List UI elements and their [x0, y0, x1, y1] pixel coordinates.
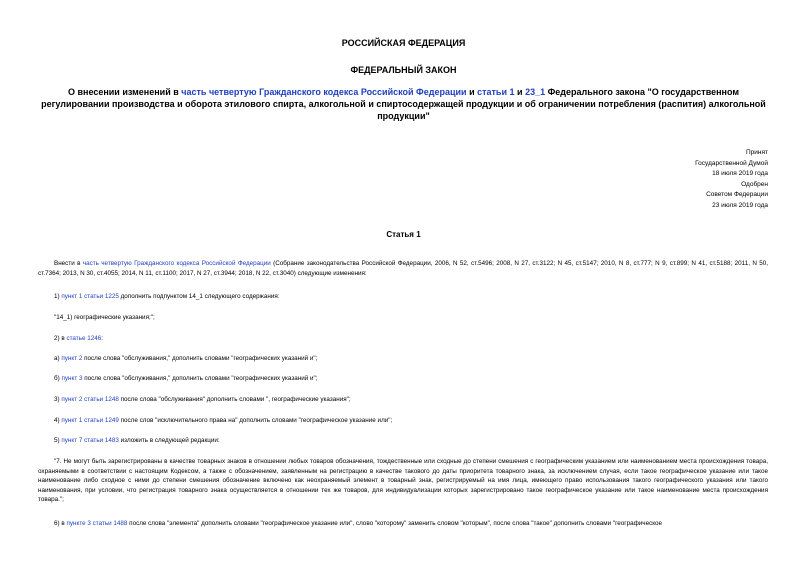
- title-link-civil-code[interactable]: часть четвертую Гражданского кодекса Российской Федерации: [181, 87, 467, 97]
- item-text: после слова "обслуживания" дополнить словами ", географические указания";: [118, 396, 351, 403]
- item-number: 2) в: [54, 335, 67, 342]
- item-text: :: [101, 335, 103, 342]
- item-2: [54, 334, 768, 344]
- item-text: после слова "элемента" дополнить словами "географическое указание или", слово "которому" заменить словом "которым", после слова "такое" дополнить словами "географическое: [127, 520, 663, 527]
- title-text: и: [514, 87, 526, 97]
- adoption-line: Одобрен: [741, 180, 768, 188]
- item-text: после слова "обслуживания," дополнить словами "географических указаний и";: [82, 355, 318, 362]
- item-number: а): [54, 355, 62, 362]
- intro-text: Внести в: [54, 260, 83, 267]
- item-number: 4): [54, 417, 62, 424]
- intro-link-civil-code[interactable]: часть четвертую Гражданского кодекса Российской Федерации: [82, 260, 271, 267]
- item-link[interactable]: пункт 1 статьи 1249: [61, 417, 119, 424]
- doc-type-heading: ФЕДЕРАЛЬНЫЙ ЗАКОН: [350, 65, 457, 75]
- title-text: Федерального закона "О государственном регулировании производства и оборота этилового спирта, алкогольной и спиртосодержащей продукции и об ограничении потребления (распития) алкогольной продукции": [41, 87, 766, 121]
- item-number: 6) в: [54, 520, 67, 527]
- adoption-block: [695, 148, 768, 212]
- adoption-line: Советом Федерации: [706, 191, 768, 199]
- item-5: [54, 436, 768, 446]
- country-heading: РОССИЙСКАЯ ФЕДЕРАЦИЯ: [341, 38, 466, 48]
- item-5-quote: "7. Не могут быть зарегистрированы в качестве товарных знаков в отношении любых товаров обозначения, тождественные или сходные до степени смешения с географическим указанием или наименованием места происхождения товара, охраняемыми в соответствии с настоящим Кодексом, а также с обозначением, заявленным на регистрацию в качестве такового до даты приоритета товарного знака, за исключением случая, если такое географическое указание или такое наименование либо сходное с ними до степени смешения обозначение включено как неохраняемый элемент в товарный знак, регистрируемый на имя лица, имеющего право использования такого географического указания или такого наименования, при условии, что регистрация товарного знака осуществляется в отношении тех же товаров, для индивидуализации которых зарегистрировано такое географическое указание или такое наименование места происхождения товара.";: [38, 458, 768, 503]
- adoption-line: 23 июля 2019 года: [712, 201, 768, 209]
- item-link[interactable]: пункт 2: [61, 355, 83, 362]
- item-text: дополнить подпунктом 14_1 следующего содержания:: [118, 293, 280, 300]
- item-link[interactable]: пункт 3: [61, 375, 83, 382]
- title-text: О внесении изменений в: [67, 87, 182, 97]
- item-text: после слова "обслуживания," дополнить словами "географических указаний и";: [82, 375, 318, 382]
- law-title: [36, 86, 771, 122]
- item-number: 1): [54, 293, 62, 300]
- item-3: [54, 395, 768, 405]
- title-text: и: [466, 87, 478, 97]
- intro-paragraph: [38, 259, 768, 278]
- item-text: после слов "исключительного права на" дополнить словами "географическое указание или";: [118, 417, 393, 424]
- title-link-article-23-1[interactable]: 23_1: [525, 87, 546, 97]
- item-2a: [54, 354, 768, 364]
- item-1-quote: "14_1) географические указания;";: [54, 314, 155, 321]
- adoption-line: Государственной Думой: [695, 159, 768, 167]
- item-link[interactable]: пункте 3 статьи 1488: [66, 520, 128, 527]
- item-link[interactable]: пункт 1 статьи 1225: [61, 293, 119, 300]
- item-number: 5): [54, 437, 62, 444]
- item-text: изложить в следующей редакции:: [118, 437, 220, 444]
- title-link-article-1[interactable]: статьи 1: [477, 87, 515, 97]
- item-link[interactable]: пункт 7 статьи 1483: [61, 437, 119, 444]
- item-number: 3): [54, 396, 62, 403]
- adoption-line: 18 июля 2019 года: [712, 170, 768, 178]
- item-4: [54, 416, 768, 426]
- item-link[interactable]: статье 1246: [66, 335, 102, 342]
- item-1: [54, 292, 768, 302]
- article-heading: Статья 1: [386, 230, 421, 239]
- item-link[interactable]: пункт 2 статьи 1248: [61, 396, 119, 403]
- item-2b: [54, 374, 768, 384]
- adoption-line: Принят: [745, 149, 768, 156]
- item-6: [54, 519, 768, 529]
- intro-text: (Собрание законодательства Российской Федерации, 2006, N 52, ст.5496; 2008, N 27, ст.3122; N 45, ст.5147; 2010, N 8, ст.777; N 9, ст.899; N 41, ст.5188; 2011, N 50, ст.7364; 2013, N 30, ст.4055; 2014, N 11, ст.1100; 2017, N 27, ст.3944; 2018, N 22, ст.3040) следующие изменения:: [38, 260, 768, 277]
- item-number: б): [54, 375, 62, 382]
